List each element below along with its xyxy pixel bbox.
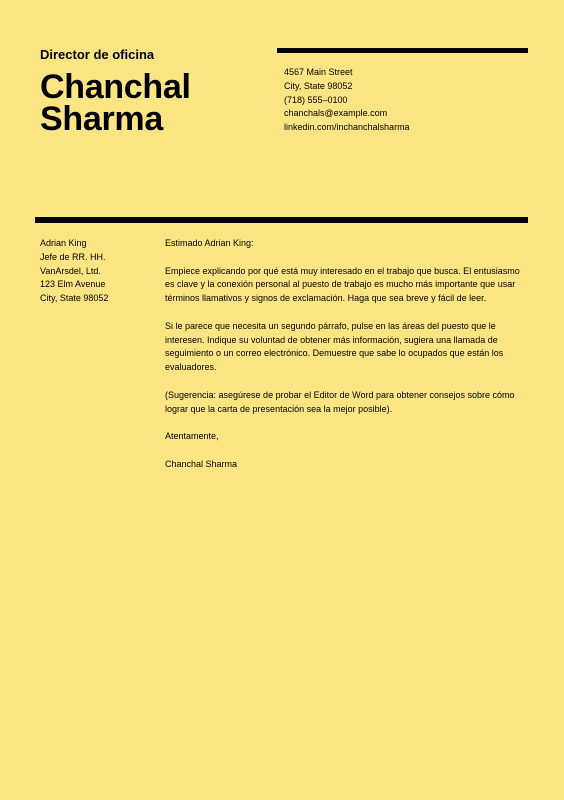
contact-city: City, State 98052 bbox=[284, 80, 353, 91]
contact-email[interactable]: chanchals@example.com bbox=[284, 108, 388, 119]
signature: Chanchal Sharma bbox=[165, 458, 238, 469]
recipient-info bbox=[40, 237, 108, 306]
first-name: Chanchal bbox=[40, 68, 191, 106]
top-divider bbox=[277, 48, 528, 53]
main-divider bbox=[35, 217, 528, 223]
paragraph-1: Empiece explicando por qué está muy interesado en el trabajo que busca. El entusiasmo es clave y la conexión personal al puesto de trabajo es mucho más importante que usar términos llamativos y signos de exclamación. Haga que sea breve y fácil de leer. bbox=[165, 265, 520, 304]
contact-street: 4567 Main Street bbox=[284, 67, 353, 77]
closing: Atentamente, bbox=[165, 431, 219, 442]
recipient-name: Adrian King bbox=[40, 238, 87, 248]
header bbox=[40, 47, 270, 138]
recipient-city: City, State 98052 bbox=[40, 293, 109, 304]
salutation: Estimado Adrian King: bbox=[165, 238, 254, 248]
recipient-title: Jefe de RR. HH. bbox=[40, 251, 106, 262]
paragraph-3: (Sugerencia: asegúrese de probar el Editor de Word para obtener consejos sobre cómo lograr que la carta de presentación sea la mejor posible). bbox=[165, 389, 515, 414]
applicant-name bbox=[40, 68, 270, 138]
paragraph-2: Si le parece que necesita un segundo párrafo, pulse en las áreas del puesto que le interesen. Indique su voluntad de obtener más información, sugiera una llamada de seguimiento o un correo electrónico. Demuestre que sabe lo ocupados que están los evaluadores. bbox=[165, 320, 504, 373]
job-title: Director de oficina bbox=[40, 47, 155, 62]
recipient-street: 123 Elm Avenue bbox=[40, 279, 106, 290]
contact-phone: (718) 555–0100 bbox=[284, 94, 348, 105]
letter-body bbox=[165, 237, 525, 472]
last-name: Sharma bbox=[40, 100, 163, 138]
recipient-company: VanArsdel, Ltd. bbox=[40, 265, 101, 276]
contact-linkedin[interactable]: linkedin.com/inchanchalsharma bbox=[284, 122, 410, 133]
contact-info bbox=[284, 66, 410, 135]
